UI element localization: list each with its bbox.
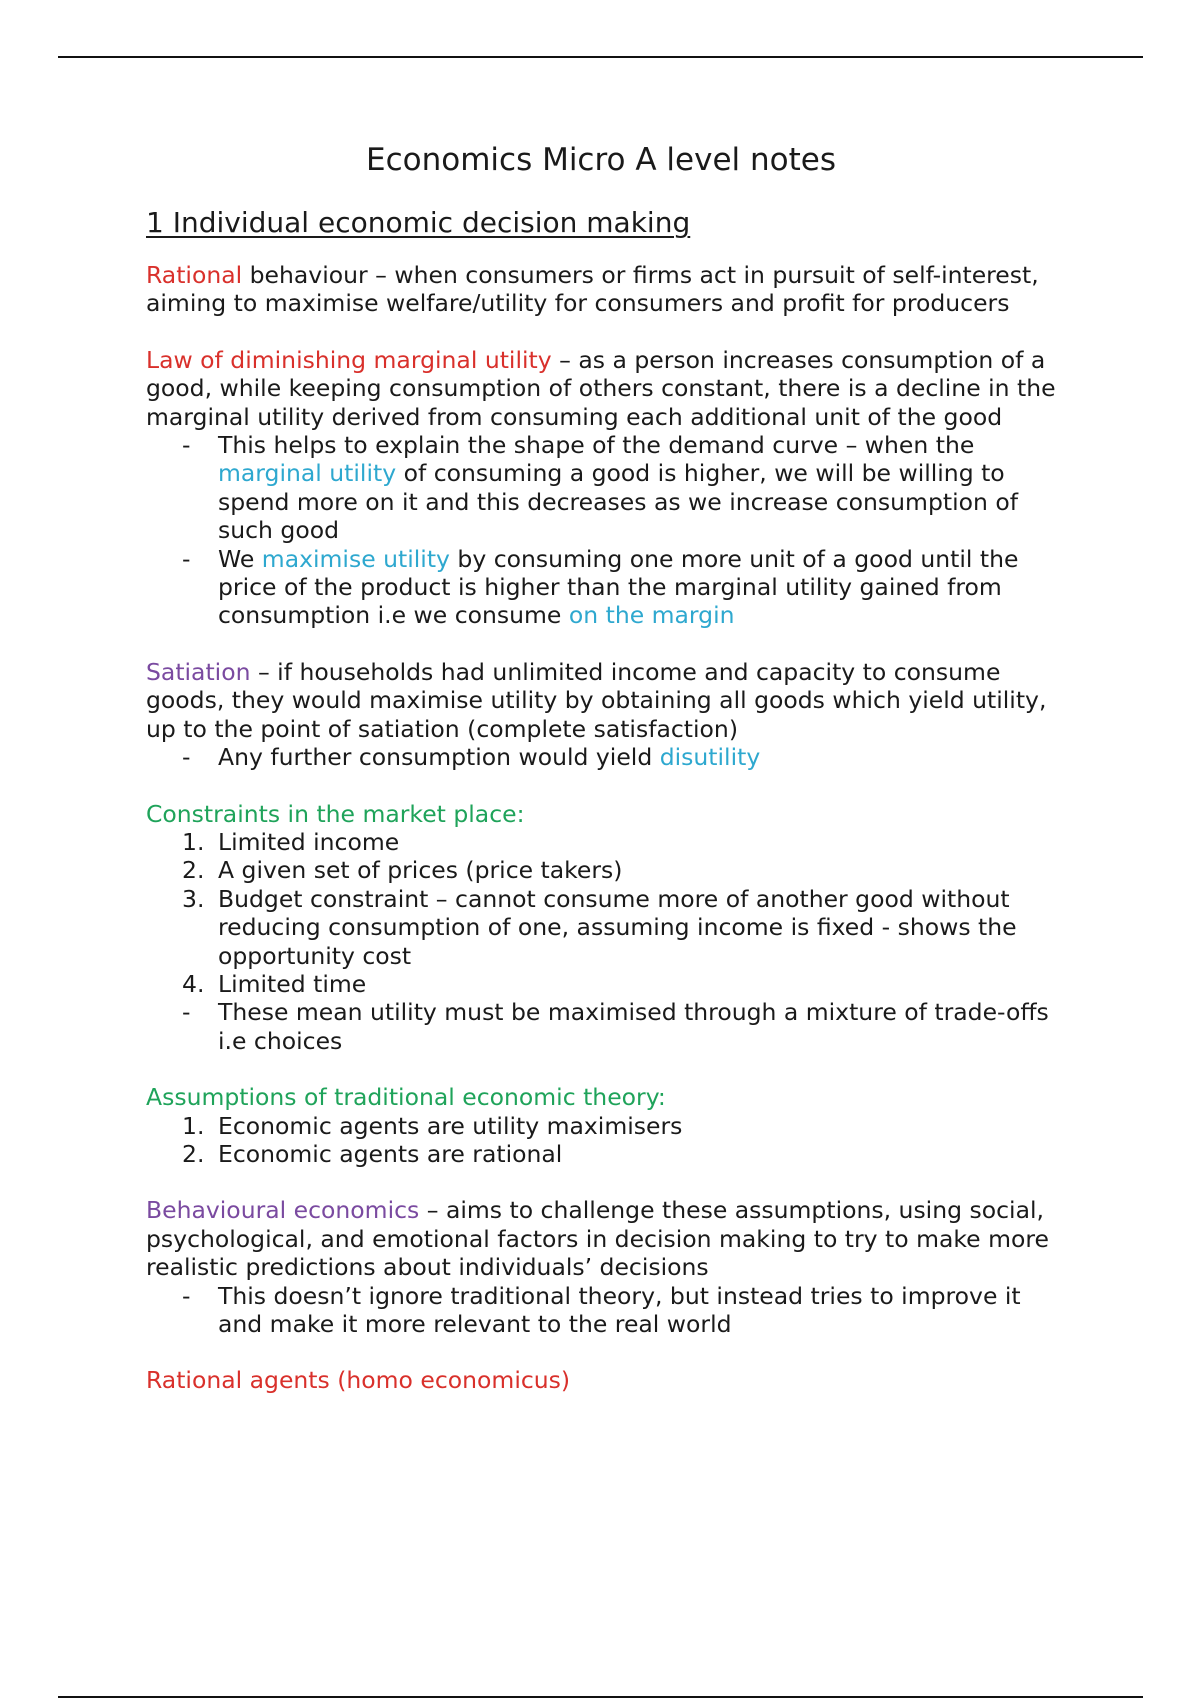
list-item: 1. Limited income — [182, 827, 400, 856]
on-the-margin-term: on the margin — [568, 601, 735, 630]
list-item: - We maximise utility by consuming one more unit of a good until the price of the product is higher than the marginal utility gained from consumption i.e we consume on the margin — [182, 544, 1019, 630]
law-term: Law of diminishing marginal utility — [146, 345, 552, 374]
satiation-paragraph — [146, 658, 1066, 772]
assumptions-heading: Assumptions of traditional economic theory: — [146, 1083, 666, 1112]
section-heading: 1 Individual economic decision making — [146, 206, 691, 239]
law-paragraph — [146, 346, 1066, 630]
rational-agents-heading: Rational agents (homo economicus) — [146, 1366, 571, 1395]
behavioural-paragraph — [146, 1196, 1066, 1338]
bottom-rule — [58, 1696, 1143, 1698]
dash-marker: - — [182, 1281, 191, 1310]
list-item: 2. A given set of prices (price takers) — [182, 856, 623, 885]
satiation-term: Satiation — [146, 657, 251, 686]
satiation-bullets — [146, 743, 1066, 771]
list-item: 1. Economic agents are utility maximisers — [182, 1111, 683, 1140]
list-item: - Any further consumption would yield disutility — [182, 743, 761, 772]
constraints-section — [146, 800, 1066, 1056]
rational-agents-paragraph — [146, 1366, 1066, 1394]
dash-marker: - — [182, 998, 191, 1027]
rational-text: behaviour – when consumers or firms act in pursuit of self-interest, aiming to maximise welfare/utility for consumers and profit for producers — [146, 261, 1039, 318]
dash-marker: - — [182, 431, 191, 460]
dash-marker: - — [182, 544, 191, 573]
assumptions-list — [146, 1112, 1066, 1169]
list-item: 2. Economic agents are rational — [182, 1139, 563, 1168]
list-item: - These mean utility must be maximised through a mixture of trade-offs i.e choices — [182, 998, 1049, 1055]
top-rule — [58, 56, 1143, 58]
dash-marker: - — [182, 743, 191, 772]
document-body — [146, 140, 1066, 1423]
rational-term: Rational — [146, 261, 243, 289]
list-item: 3. Budget constraint – cannot consume more of another good without reducing consumption of one, assuming income is fixed - shows the opportunity cost — [182, 884, 1017, 970]
law-bullets — [146, 431, 1066, 630]
law-text: – as a person increases consumption of a good, while keeping consumption of others constant, there is a decline in the marginal utility derived from consuming each additional unit of the good — [146, 345, 1056, 431]
list-item: - This helps to explain the shape of the demand curve – when the marginal utility of consuming a good is higher, we will be willing to spend more on it and this decreases as we increase consumption of such good — [182, 431, 1018, 545]
behavioural-bullets — [146, 1282, 1066, 1339]
disutility-term: disutility — [659, 743, 761, 772]
document-title: Economics Micro A level notes — [366, 142, 836, 178]
assumptions-section — [146, 1083, 1066, 1168]
satiation-text: – if households had unlimited income and capacity to consume goods, they would maximise utility by obtaining all goods which yield utility, up to the point of satiation (complete satisfaction) — [146, 657, 1047, 743]
rational-paragraph — [146, 261, 1066, 318]
behavioural-term: Behavioural economics — [146, 1196, 420, 1225]
maximise-utility-term: maximise utility — [261, 544, 450, 573]
list-item: - This doesn’t ignore traditional theory, but instead tries to improve it and make it more relevant to the real world — [182, 1281, 1021, 1338]
marginal-utility-term: marginal utility — [218, 459, 397, 488]
list-item: 4. Limited time — [182, 969, 367, 998]
constraints-heading: Constraints in the market place: — [146, 799, 525, 828]
constraints-list — [146, 828, 1066, 1055]
behavioural-text: – aims to challenge these assumptions, using social, psychological, and emotional factors in decision making to try to make more realistic predictions about individuals’ decisions — [146, 1196, 1049, 1282]
